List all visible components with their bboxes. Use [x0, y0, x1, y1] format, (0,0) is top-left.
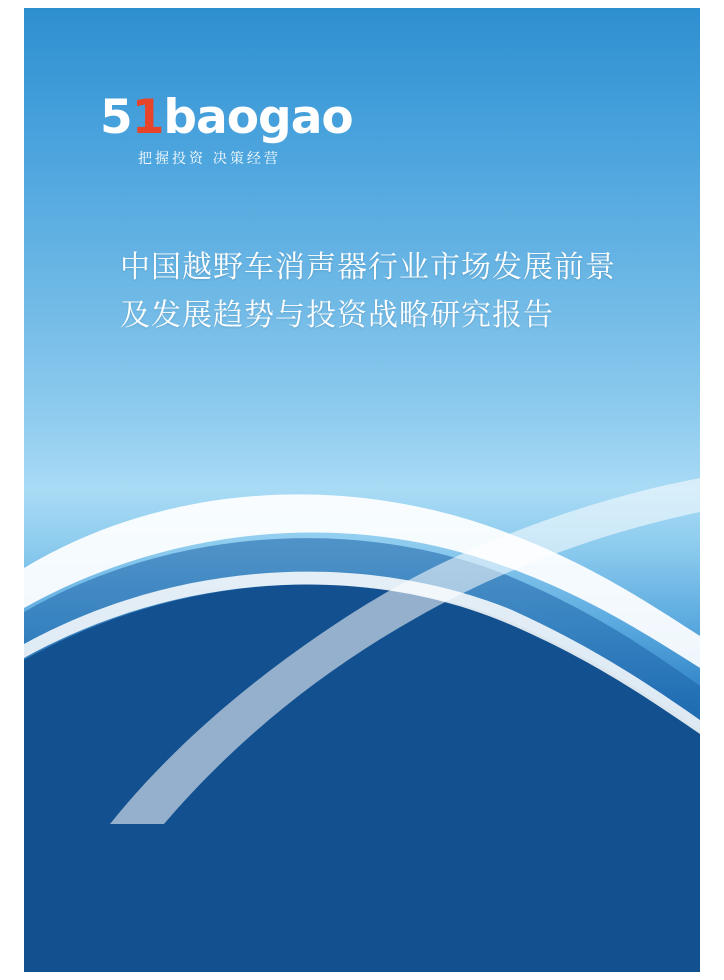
- page-title: [120, 244, 620, 340]
- logo-digit-5: 5: [100, 90, 132, 145]
- logo-digit-1: 1: [131, 90, 164, 145]
- cover-background-panel: [24, 8, 700, 972]
- brand-logo: [100, 92, 400, 182]
- page-title-line-2: 及发展趋势与投资战略研究报告: [120, 298, 554, 333]
- page-title-line-1: 中国越野车消声器行业市场发展前景: [120, 250, 616, 285]
- logo-wordmark: [100, 92, 400, 144]
- logo-tagline: 把握投资 决策经营: [138, 150, 281, 166]
- logo-word: baogao: [163, 90, 353, 145]
